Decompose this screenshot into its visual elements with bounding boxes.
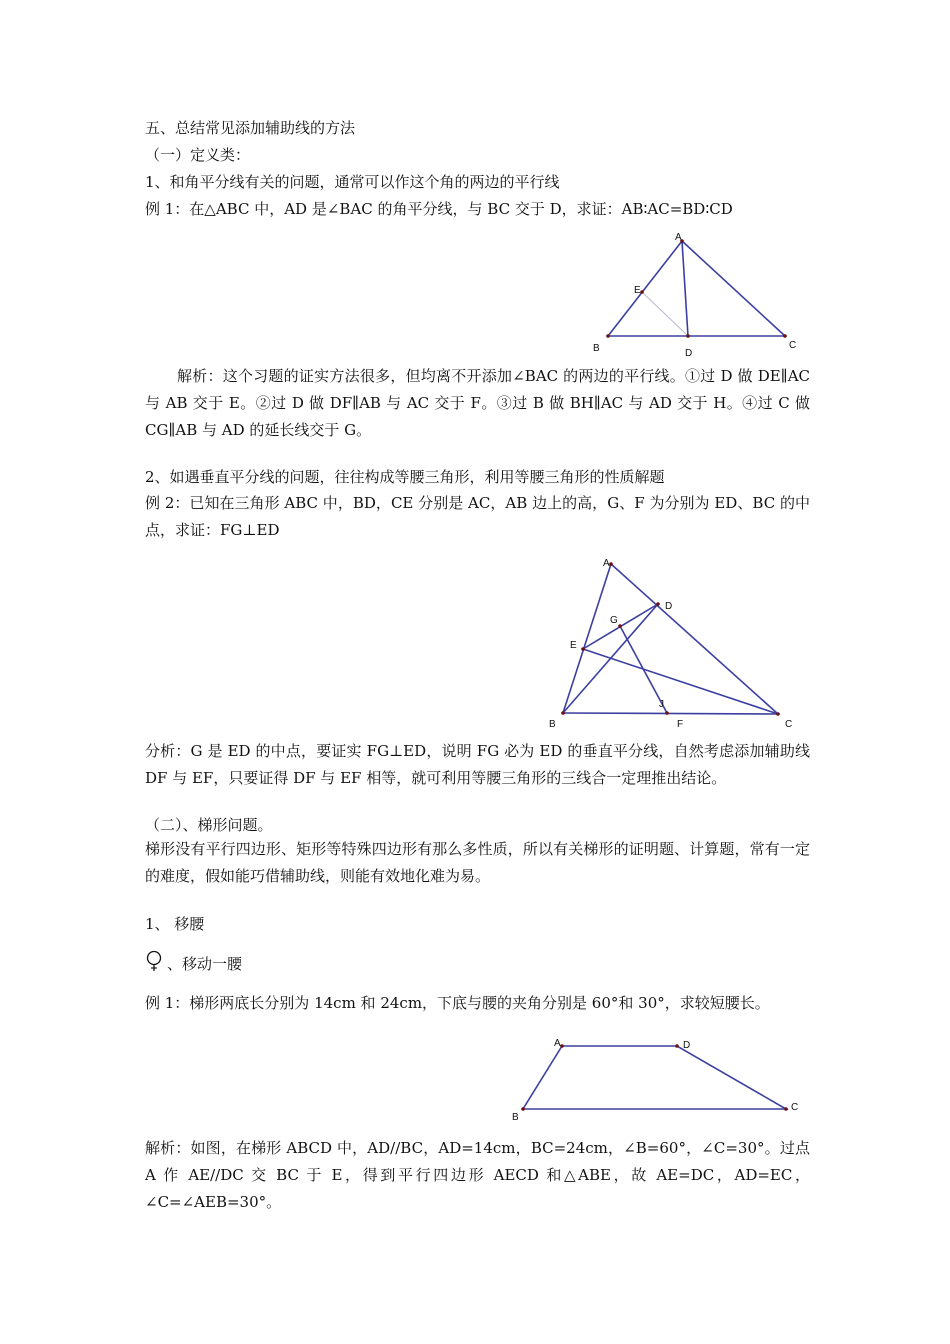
- label-a: A: [675, 232, 682, 243]
- label-a: A: [603, 558, 610, 569]
- bullet-bulb-icon: [145, 950, 167, 972]
- label-b: B: [593, 343, 600, 354]
- example-3-statement: 例 1：梯形两底长分别为 14cm 和 24cm，下底与腰的夹角分别是 60°和 30°，求较短腰长。: [145, 994, 770, 1012]
- item-title-move-leg: 1、 移腰: [145, 915, 205, 933]
- label-c: C: [785, 719, 793, 730]
- subsection-title-definition: （一）定义类：: [145, 146, 251, 164]
- trapezoid-abcd: [523, 1046, 786, 1109]
- example-2-analysis: 分析：G 是 ED 的中点，要证实 FG⊥ED，说明 FG 必为 ED 的垂直平分线，自然考虑添加辅助线 DF 与 EF，只要证得 DF 与 EF 相等，就可利用等腰三角形的三线合一定理推出结论。: [145, 742, 810, 787]
- label-g: G: [610, 615, 618, 626]
- figure-trapezoid: [505, 1030, 805, 1125]
- section-title: 五、总结常见添加辅助线的方法: [145, 119, 356, 137]
- points: [561, 562, 780, 716]
- example-3-analysis: 解析：如图，在梯形 ABCD 中，AD//BC，AD=14cm，BC=24cm，∠B=60°，∠C=30°。过点 A 作 AE//DC 交 BC 于 E，得到平行四边形 AECD 和△ABE，故 AE=DC，AD=EC，∠C=∠AEB=30°。: [145, 1139, 810, 1211]
- figure-angle-bisector: [590, 228, 805, 363]
- label-e: E: [634, 285, 641, 296]
- label-b: B: [549, 719, 556, 730]
- label-c: C: [789, 340, 797, 351]
- item-title-angle-bisector: 1、和角平分线有关的问题，通常可以作这个角的两边的平行线: [145, 173, 560, 191]
- trapezoid-intro: 梯形没有平行四边形、矩形等特殊四边形有那么多性质，所以有关梯形的证明题、计算题，常有一定的难度，假如能巧借辅助线，则能有效地化难为易。: [145, 840, 810, 885]
- label-f: F: [677, 719, 684, 730]
- label-c: C: [791, 1102, 799, 1113]
- item-title-perpendicular-bisector: 2、如遇垂直平分线的问题，往往构成等腰三角形，利用等腰三角形的性质解题: [145, 468, 665, 486]
- auxiliary-line-de: [642, 292, 688, 336]
- example-1-statement: 例 1：在△ABC 中，AD 是∠BAC 的角平分线，与 BC 交于 D，求证：AB∶AC=BD∶CD: [145, 200, 733, 218]
- label-d: D: [665, 601, 673, 612]
- label-b: B: [512, 1112, 519, 1123]
- label-d: D: [685, 348, 693, 359]
- figure-midpoint-altitudes: [545, 552, 805, 732]
- label-a: A: [554, 1038, 561, 1049]
- subsection-title-trapezoid: （二）、梯形问题。: [145, 816, 273, 834]
- label-e: E: [570, 640, 577, 651]
- item-subtitle-move-one-leg: [145, 950, 242, 974]
- label-j: J: [659, 699, 664, 710]
- example-2-statement: 例 2：已知在三角形 ABC 中，BD，CE 分别是 AC，AB 边上的高，G、F 为分别为 ED、BC 的中点，求证：FG⊥ED: [145, 494, 810, 539]
- triangle-abc-with-altitudes: [563, 564, 778, 714]
- points: [521, 1044, 788, 1111]
- label-d: D: [683, 1040, 691, 1051]
- item-subtitle-text: 、移动一腰: [167, 955, 243, 973]
- example-1-analysis: 解析：这个习题的证实方法很多，但均离不开添加∠BAC 的两边的平行线。①过 D 做 DE∥AC 与 AB 交于 E。②过 D 做 DF∥AB 与 AC 交于 F。③过 B 做 BH∥AC 与 AD 交于 H。④过 C 做 CG∥AB 与 AD 的延长线交于 G。: [145, 367, 810, 439]
